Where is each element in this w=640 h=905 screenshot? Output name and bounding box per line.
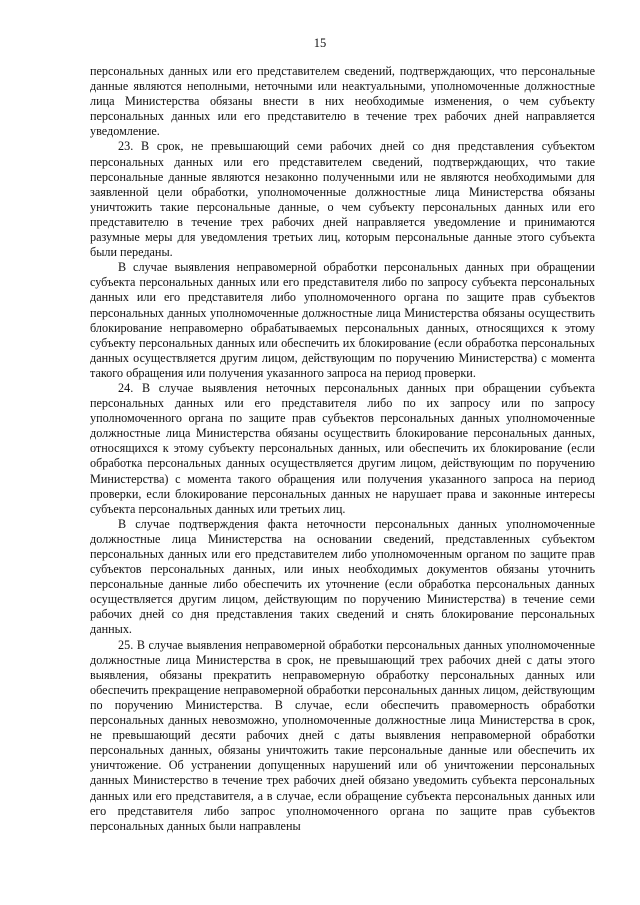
document-body [90,64,595,834]
paragraph-unlawful-processing-blocking: В случае выявления неправомерной обработки персональных данных при обращении субъекта персональных данных или его представителя либо по запросу субъекта персональных данных или его представителя либо уполномоченного органа по защите прав субъектов персональных данных уполномоченные должностные лица Министерства обязаны осуществить блокирование неправомерно обрабатываемых персональных данных, относящихся к этому субъекту персональных данных или обеспечить их блокирование (если обработка персональных данных осуществляется другим лицом, действующим по поручению Министерства) с момента такого обращения или получения указанного запроса на период проверки. [90,260,595,380]
paragraph-clause-24: 24. В случае выявления неточных персональных данных при обращении субъекта персональных данных или его представителя либо по их запросу или по запросу уполномоченного органа по защите прав субъектов персональных данных уполномоченные должностные лица Министерства обязаны осуществить блокирование персональных данных, относящихся к этому субъекту персональных данных, или обеспечить их блокирование (если обработка персональных данных осуществляется другим лицом, действующим по поручению Министерства) с момента такого обращения или получения указанного запроса на период проверки, если блокирование персональных данных не нарушает права и законные интересы субъекта персональных данных или третьих лиц. [90,380,595,516]
page-number: 15 [313,36,327,50]
paragraph-clause-25: 25. В случае выявления неправомерной обработки персональных данных уполномоченные должностные лица Министерства в срок, не превышающий трех рабочих дней с даты этого выявления, обязаны прекратить неправомерную обработку персональных данных или обеспечить прекращение неправомерной обработки персональных данных лицом, действующим по поручению Министерства. В случае, если обеспечить правомерность обработки персональных данных невозможно, уполномоченные должностные лица Министерства в срок, не превышающий десяти рабочих дней с даты выявления неправомерной обработки персональных данных, обязаны уничтожить такие персональные данные или обеспечить их уничтожение. Об устранении допущенных нарушений или об уничтожении персональных данных Министерство в течение трех рабочих дней обязано уведомить субъекта персональных данных или его представителя, а в случае, если обращение субъекта персональных данных или его представителя либо запрос уполномоченного органа по защите прав субъектов персональных данных были направлены [90,637,595,833]
paragraph-clause-23: 23. В срок, не превышающий семи рабочих дней со дня представления субъектом персональных данных или его представителем сведений, подтверждающих, что такие персональные данные являются незаконно полученными или не являются необходимыми для заявленной цели обработки, уполномоченные должностные лица Министерства обязаны уничтожить такие персональные данные, о чем субъекту персональных данных или его представителю в течение трех рабочих дней направляется уведомление и принимаются разумные меры для уведомления третьих лиц, которым персональные данные этого субъекта были переданы. [90,139,595,260]
paragraph-continuation: персональных данных или его представителем сведений, подтверждающих, что персональные данные являются неполными, неточными или неактуальными, уполномоченные должностные лица Министерства обязаны внести в них необходимые изменения, о чем субъекту персональных данных или его представителю в течение трех рабочих дней направляется уведомление. [90,64,595,139]
paragraph-inaccuracy-confirmation: В случае подтверждения факта неточности персональных данных уполномоченные должностные лица Министерства на основании сведений, представленных субъектом персональных данных или его представителем либо уполномоченным органом по защите прав субъектов персональных данных, или иных необходимых документов обязаны уточнить персональные данные либо обеспечить их уточнение (если обработка персональных данных осуществляется другим лицом, действующим по поручению Министерства) в течение семи рабочих дней со дня представления таких сведений и снять блокирование персональных данных. [90,516,595,637]
